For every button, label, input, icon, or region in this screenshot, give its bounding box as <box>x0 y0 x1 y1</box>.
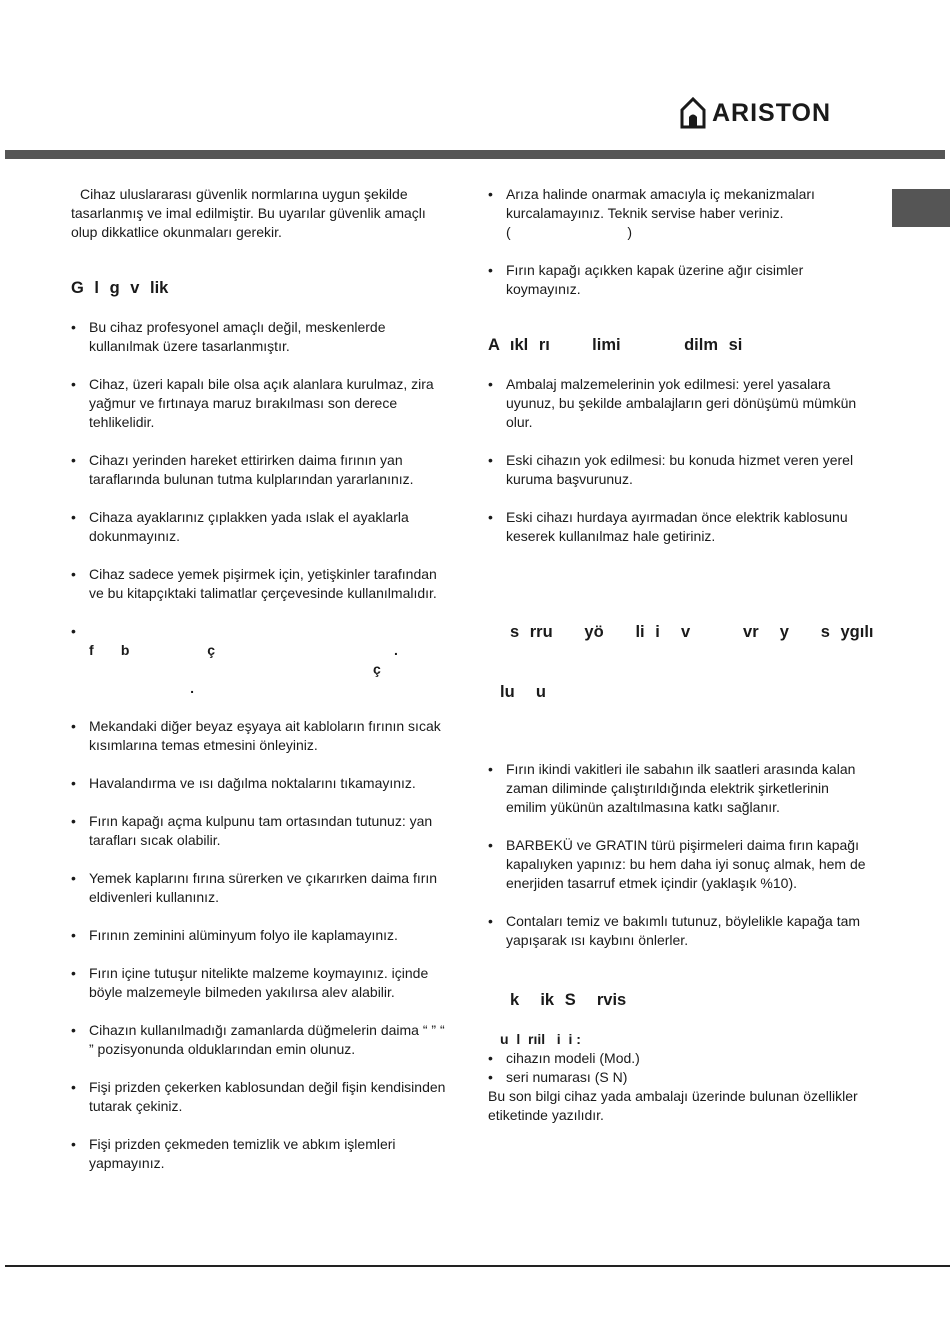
list-item: • Ambalaj malzemelerinin yok edilmesi: yerel yasalara uyunuz, bu şekilde ambalajların geri dönüşümü mümkün olur. <box>488 375 868 432</box>
left-column <box>71 185 451 1192</box>
disposal-list <box>488 375 868 546</box>
language-tab <box>892 189 950 227</box>
energy-heading-line: s rru yö li i v vr y s ygılı <box>510 623 874 641</box>
list-item: • Fırın kapağı açıkken kapak üzerine ağır cisimler koymayınız. <box>488 261 868 299</box>
list-item: • Yemek kaplarını fırına sürerken ve çıkarırken daima fırın eldivenleri kullanınız. <box>71 869 451 907</box>
list-item: • Arıza halinde onarmak amacıyla iç mekanizmaları kurcalamayınız. Teknik servise haber veriniz.( ) <box>488 185 868 242</box>
list-item: • Fişi prizden çekmeden temizlik ve abkım işlemleri yapmayınız. <box>71 1135 451 1173</box>
list-item: • Fırın kapağı açma kulpunu tam ortasından tutunuz: yan tarafları sıcak olabilir. <box>71 812 451 850</box>
fragment-line: ç <box>89 661 381 677</box>
header-rule <box>5 150 945 159</box>
list-item: • Eski cihazı hurdaya ayırmadan önce elektrik kablosunu keserek kullanılmaz hale getiriniz. <box>488 508 868 546</box>
service-list <box>488 1049 868 1087</box>
list-item: • Mekandaki diğer beyaz eşyaya ait kabloların fırının sıcak kısımlarına temas etmesini önleyiniz. <box>71 717 451 755</box>
energy-heading-line: lu u <box>500 683 546 701</box>
list-item: • seri numarası (S N) <box>488 1068 868 1087</box>
service-note: Bu son bilgi cihaz yada ambalajı üzerinde bulunan özellikler etiketinde yazılıdır. <box>488 1088 858 1123</box>
right-column <box>488 185 874 1125</box>
ariston-logo <box>680 96 831 130</box>
list-item: • Bu cihaz profesyonel amaçlı değil, meskenlerde kullanılmak üzere tasarlanmıştır. <box>71 318 451 356</box>
list-item: • Fırın ikindi vakitleri ile sabahın ilk saatleri arasında kalan zaman diliminde çalıştırıldığında elektrik şirketlerinin emilim yükünün azaltılmasına katkı sağlanır. <box>488 760 868 817</box>
service-heading: k ik S rvis <box>510 991 627 1009</box>
footer-rule <box>5 1265 950 1267</box>
list-item: • Contaları temiz ve bakımlı tutunuz, böylelikle kapağa tam yapışarak ısı kaybını önlerler. <box>488 912 868 950</box>
fragment-line: • f b ç . <box>89 642 398 658</box>
list-item: • Havalandırma ve ısı dağılma noktalarını tıkamayınız. <box>71 774 451 793</box>
brand-name: ARISTON <box>712 99 832 127</box>
list-item: • Fırın içine tutuşur nitelikte malzeme koymayınız. içinde böyle malzemeyle bilmeden yakılırsa alev alabilir. <box>71 964 451 1002</box>
list-item: • BARBEKÜ ve GRATIN türü pişirmeleri daima fırın kapağı kapalıyken yapınız: bu hem daha iyi sonuç almak, hem de enerjiden tasarruf etmek içindir (yaklaşık %10). <box>488 836 868 893</box>
repair-list <box>488 185 868 299</box>
list-item: • Cihazı yerinden hareket ettirirken daima fırının yan taraflarında bulunan tutma kulplarından yararlanınız. <box>71 451 451 489</box>
list-item: • Cihazın kullanılmadığı zamanlarda düğmelerin daima “ ” “ ” pozisyonunda olduklarından emin olunuz. <box>71 1021 451 1059</box>
fragment-line: . <box>89 680 195 696</box>
service-subheading: u l rıil i i : <box>500 1031 581 1047</box>
list-item: • Cihaz sadece yemek pişirmek için, yetişkinler tarafından ve bu kitapçıktaki talimatlar çerçevesinde kullanılmalıdır. <box>71 565 451 603</box>
house-logo-icon <box>680 97 706 129</box>
energy-heading <box>488 582 874 742</box>
intro-paragraph: Cihaz uluslararası güvenlik normlarına uygun şekilde tasarlanmış ve imal edilmiştir. Bu uyarılar güvenlik amaçlı olup dikkatlice okunmaları gerekir. <box>71 186 426 240</box>
safety-list <box>71 318 451 1173</box>
list-item: • Fişi prizden çekerken kablosundan değil fişin kendisinden tutarak çekiniz. <box>71 1078 451 1116</box>
disposal-heading: A ıkl rı limi dilm si <box>488 336 743 354</box>
list-item: • Cihaza ayaklarınız çıplakken yada ıslak el ayaklarla dokunmayınız. <box>71 508 451 546</box>
list-item: • cihazın modeli (Mod.) <box>488 1049 868 1068</box>
energy-list <box>488 760 868 950</box>
list-item-fragment <box>71 622 451 698</box>
list-item: • Eski cihazın yok edilmesi: bu konuda hizmet veren yerel kuruma başvurunuz. <box>488 451 868 489</box>
safety-heading: G l g v lik <box>71 279 169 297</box>
list-item: • Fırının zeminini alüminyum folyo ile kaplamayınız. <box>71 926 451 945</box>
list-item: • Cihaz, üzeri kapalı bile olsa açık alanlara kurulmaz, zira yağmur ve fırtınaya maruz bırakılması son derece tehlikelidir. <box>71 375 451 432</box>
